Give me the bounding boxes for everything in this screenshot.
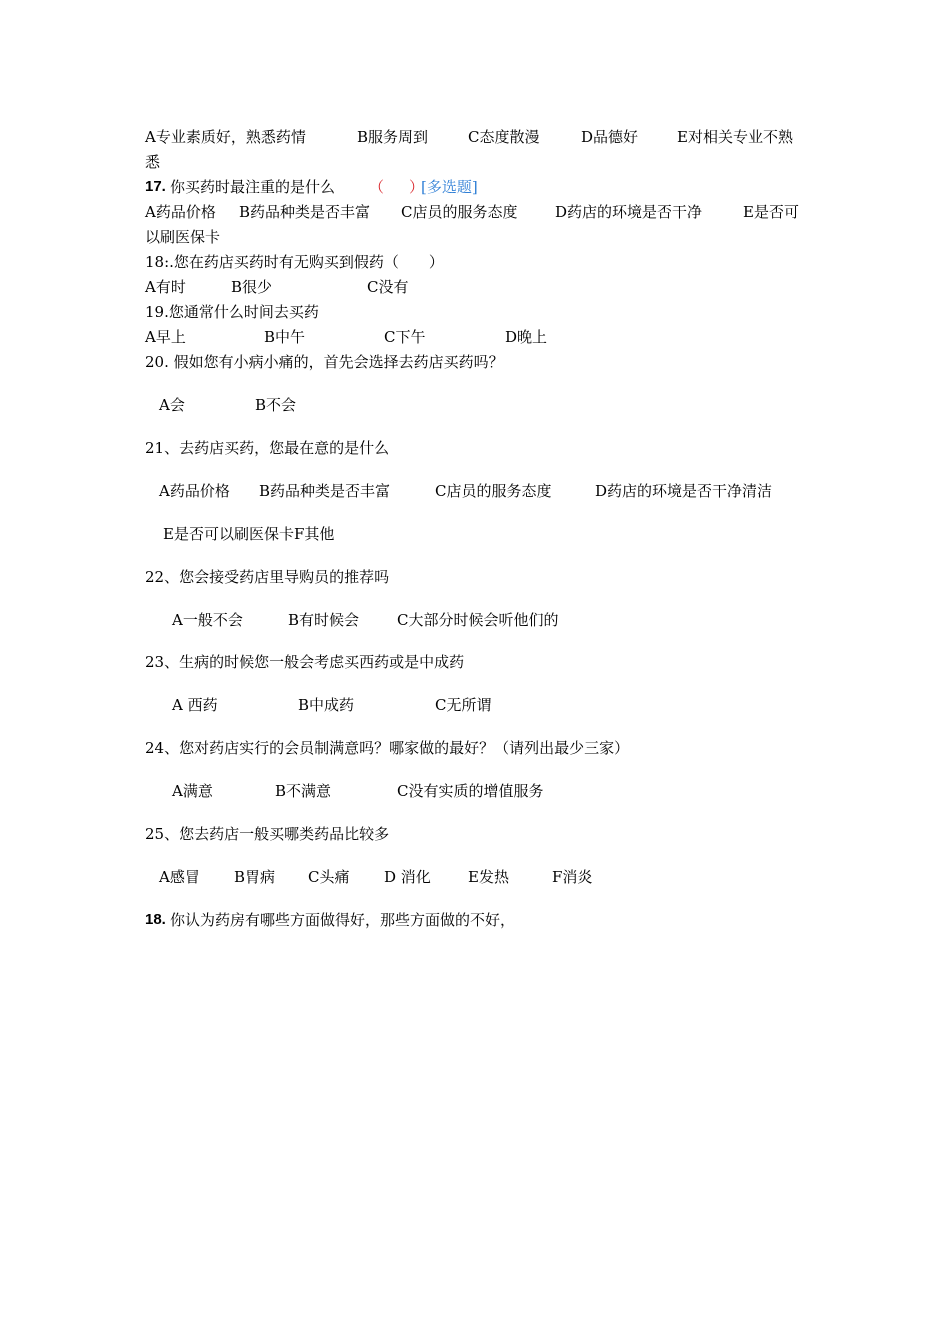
q22-question: 22、您会接受药店里导购员的推荐吗 [145,568,390,586]
q24-option-c: C没有实质的增值服务 [397,782,544,800]
q17-option-d: D药店的环境是否干净 [555,203,703,221]
q16-option-b: B服务周到 [357,128,429,146]
q16-option-e: E对相关专业不熟 [677,128,793,146]
q22-options-row [145,610,845,632]
q21-options-row [145,481,845,503]
q17-question [145,177,845,199]
q24-question: 24、您对药店实行的会员制满意吗？哪家做的最好？（请列出最少三家） [145,739,630,757]
q25-option-b: B胃病 [234,868,276,886]
q18b-text: 你认为药房有哪些方面做得好，那些方面做的不好， [170,911,516,929]
q22-option-b: B有时候会 [288,611,360,629]
q21-question: 21、去药店买药，您最在意的是什么 [145,439,390,457]
q25-option-d: D 消化 [384,868,431,886]
q18a-option-a: A有时 [145,278,186,296]
q25-question: 25、您去药店一般买哪类药品比较多 [145,825,390,843]
q18b-number: 18. [145,911,166,928]
q23-question: 23、生病的时候您一般会考虑买西药或是中成药 [145,653,465,671]
q20-options-row [145,395,845,417]
q25-option-e: E发热 [468,868,509,886]
q23-options-row [145,695,845,717]
q21-option-c: C店员的服务态度 [435,482,552,500]
q24-option-a: A满意 [172,782,213,800]
q19-option-a: A早上 [145,328,186,346]
q19-option-c: C下午 [384,328,426,346]
q17-blank-open: （ [369,178,385,196]
q21-option-e: E是否可以刷医保卡F其他 [163,525,335,543]
q20-question: 20. 假如您有小病小痛的，首先会选择去药店买药吗？ [145,353,504,371]
q25-option-f: F消炎 [552,868,593,886]
q20-option-a: A会 [159,396,185,414]
q24-options-row [145,781,845,803]
q25-option-c: C头痛 [308,868,350,886]
q17-option-a: A药品价格 [145,203,216,221]
q18a-options-row [145,277,845,299]
q19-question: 19.您通常什么时间去买药 [145,303,319,321]
q17-text: 你买药时最注重的是什么 [170,178,336,196]
q16-option-a: A专业素质好，熟悉药情 [145,128,306,146]
q25-option-a: A感冒 [159,868,200,886]
q17-options-row [145,202,845,224]
q19-options-row [145,327,845,349]
q21-option-b: B药品种类是否丰富 [259,482,391,500]
q22-option-c: C大部分时候会听他们的 [397,611,559,629]
q23-option-b: B中成药 [298,696,355,714]
q23-option-c: C无所谓 [435,696,492,714]
q24-option-b: B不满意 [275,782,332,800]
q21-option-d: D药店的环境是否干净清洁 [595,482,773,500]
q17-number: 17. [145,178,166,195]
q21-options-row-2 [145,524,845,546]
q17-multi-select-tag: [多选题] [421,178,478,196]
q23-option-a: A 西药 [172,696,218,714]
q18a-option-c: C没有 [367,278,409,296]
q16-options-row [145,127,845,149]
q20-option-b: B不会 [255,396,297,414]
q19-option-b: B中午 [264,328,306,346]
q17-option-e: E是否可 [743,203,799,221]
q21-option-a: A药品价格 [159,482,230,500]
q18a-option-b: B很少 [231,278,273,296]
q17-option-b: B药品种类是否丰富 [239,203,371,221]
q22-option-a: A一般不会 [172,611,243,629]
q17-option-c: C店员的服务态度 [401,203,518,221]
q17-option-e-wrap: 以刷医保卡 [145,228,221,246]
q17-blank-close: ） [409,178,425,196]
q16-option-d: D品德好 [581,128,639,146]
q19-option-d: D晚上 [505,328,548,346]
q16-option-c: C态度散漫 [468,128,540,146]
q18a-question: 18:.您在药店买药时有无购买到假药（ ） [145,253,444,271]
q25-options-row [145,867,845,889]
q18b-question [145,910,845,932]
q16-option-e-wrap: 悉 [145,153,161,171]
